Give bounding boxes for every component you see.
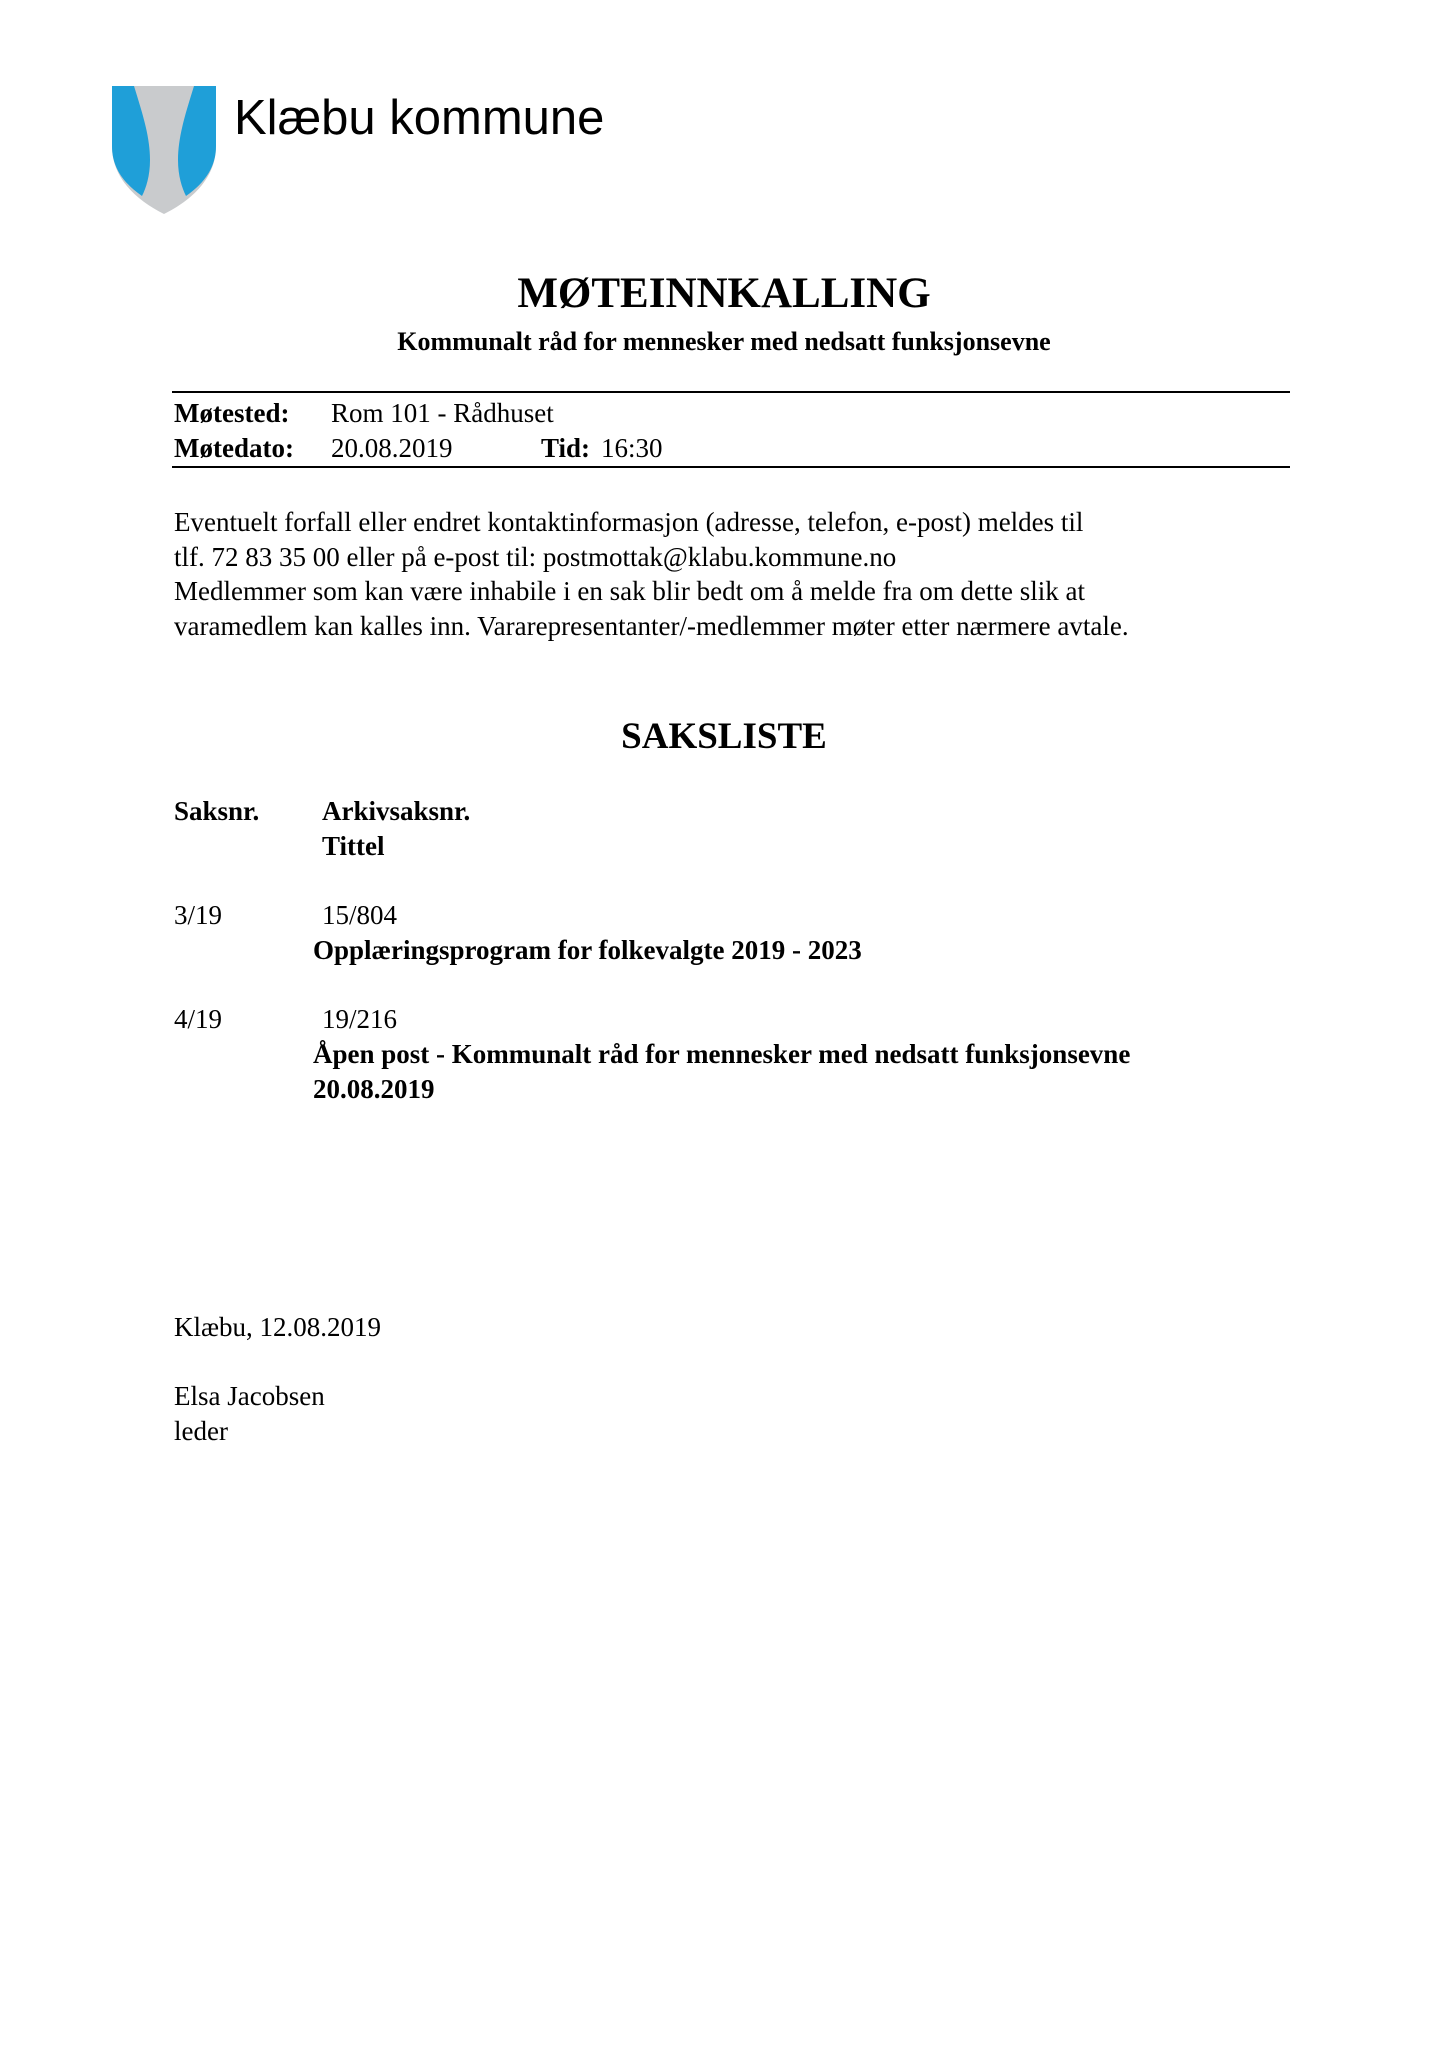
signature-name: Elsa Jacobsen <box>174 1381 325 1411</box>
case-no: 3/19 <box>174 900 223 930</box>
archive-no: 15/804 <box>322 900 398 930</box>
document-title: MØTEINNKALLING <box>517 270 931 317</box>
meeting-time-label: Tid: <box>541 433 591 463</box>
meeting-place-label: Møtested: <box>174 398 290 428</box>
bottom-divider <box>172 466 1290 468</box>
notice-line: varamedlem kan kalles inn. Vararepresentanter/-medlemmer møter etter nærmere avtale. <box>174 611 1129 641</box>
notice-line: tlf. 72 83 35 00 eller på e-post til: postmottak@klabu.kommune.no <box>174 542 897 572</box>
case-no-header: Saksnr. <box>174 796 260 826</box>
municipality-name: Klæbu kommune <box>234 91 605 145</box>
title-header: Tittel <box>322 831 385 861</box>
case-title: Opplæringsprogram for folkevalgte 2019 - 2023 <box>313 935 862 965</box>
case-no: 4/19 <box>174 1004 223 1034</box>
meeting-time-value: 16:30 <box>601 433 663 463</box>
signature-role: leder <box>174 1416 228 1446</box>
case-title: Åpen post - Kommunalt råd for mennesker med nedsatt funksjonsevne <box>313 1039 1131 1069</box>
coat-of-arms-icon <box>112 86 216 214</box>
case-title: 20.08.2019 <box>313 1074 435 1104</box>
case-list-title: SAKSLISTE <box>621 716 827 757</box>
notice-line: Medlemmer som kan være inhabile i en sak blir bedt om å melde fra om dette slik at <box>174 576 1085 606</box>
archive-no-header: Arkivsaksnr. <box>322 796 471 826</box>
meeting-date-value: 20.08.2019 <box>331 433 453 463</box>
document-subtitle: Kommunalt råd for mennesker med nedsatt funksjonsevne <box>397 327 1051 356</box>
archive-no: 19/216 <box>322 1004 398 1034</box>
notice-line: Eventuelt forfall eller endret kontaktinformasjon (adresse, telefon, e-post) meldes til <box>174 507 1084 537</box>
meeting-date-label: Møtedato: <box>174 433 294 463</box>
meeting-place-value: Rom 101 - Rådhuset <box>331 398 554 428</box>
signature-place-date: Klæbu, 12.08.2019 <box>174 1312 382 1342</box>
top-divider <box>172 391 1290 393</box>
